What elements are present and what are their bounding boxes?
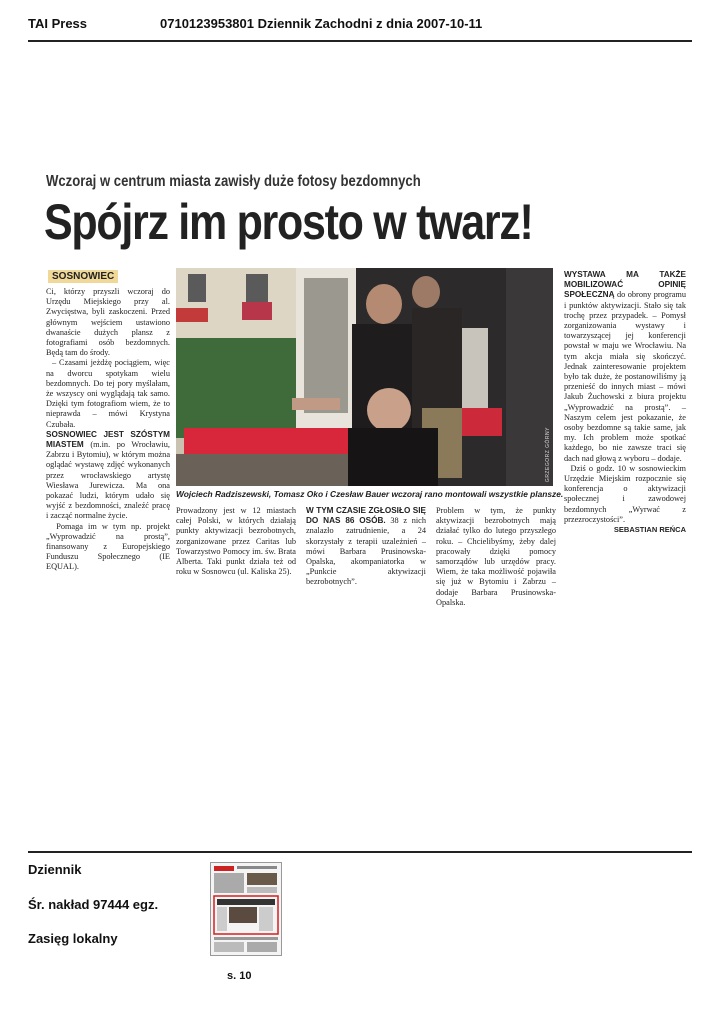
photo-caption: Wojciech Radziszewski, Tomasz Oko i Czesław Bauer wczoraj rano montowali wszystkie plansze. <box>176 489 564 499</box>
page-number: s. 10 <box>227 970 252 982</box>
article-column-4 <box>436 506 556 607</box>
paragraph: Pomaga im w tym np. projekt „Wyprowadzić na prostą”, finansowany z Europejskiego Funduszu Społecznego (IE EQUAL). <box>46 521 170 572</box>
article-headline: Spójrz im prosto w twarz! <box>44 194 533 250</box>
article-column-2 <box>176 506 296 601</box>
page-thumbnail <box>210 862 282 956</box>
paragraph: – Czasami jeżdżę pociągiem, więc na dworcu spotykam wielu bezdomnych. Do tej pory myślałam, że wszyscy oni wyglądają tak samo. Dzięki tym fotografiom wiem, że to nieprawda – mówi Krystyna Czubała. <box>46 358 170 429</box>
page-thumbnail-image <box>211 863 281 955</box>
paragraph: Problem w tym, że punkty aktywizacji bezrobotnych mają działać tylko do lutego przyszłego roku. – Chcielibyśmy, żeby dalej pracowały dzięki pomocy samorządów lub urzędów pracy. Wiem, że taka możliwość pojawiła się już w Bytomiu i Zabrzu – dodaje Barbara Prusinowska-Opalska. <box>436 506 556 607</box>
header-divider <box>28 40 692 42</box>
paragraph: Prowadzony jest w 12 miastach całej Polski, w których działają punkty aktywizacji bezrobotnych, zorganizowane przez Caritas lub Towarzystwo Pomocy im. św. Brata Alberta. Taki punkt działa też od roku w Sosnowcu (ul. Kaliska 25). <box>176 506 296 577</box>
article-kicker: Wczoraj w centrum miasta zawisły duże fotosy bezdomnych <box>46 173 421 190</box>
paragraph: (m.in. po Wrocławiu, Zabrzu i Bytomiu), w którym można oglądać wystawę zdjęć wykonanych przez wrocławskiego artystę Wiesława Jurewicza. Ma ona pokazać ludzi, którym udało się wyjść z bezdomności, znaleźć pracę i zacząć normalne życie. <box>46 440 170 521</box>
photo-illustration <box>176 268 553 486</box>
clipping-reference: 0710123953801 Dziennik Zachodni z dnia 2007-10-11 <box>160 16 483 31</box>
article-column-5 <box>564 270 686 600</box>
article-column-3 <box>306 506 426 601</box>
paragraph: 38 z nich znalazło zatrudnienie, a 24 skorzystały z terapii uzależnień – mówi Barbara Prusinowska-Opalska, akompaniatorka w „Punkcie aktywizacji bezrobotnych”. <box>306 516 426 587</box>
circulation-info: Śr. nakład 97444 egz. <box>28 897 159 912</box>
paragraph: Ci, którzy przyszli wczoraj do Urzędu Miejskiego przy al. Zwycięstwa, byli zaskoczeni. Przed głównym wejściem ustawiono dwanaście dużych plansz z fotografiami osób bezdomnych. Będą tam do środy. <box>46 287 170 358</box>
publication-name: Dziennik <box>28 862 82 877</box>
paragraph: do obrony programu i punktów aktywizacji. Stało się tak trochę przez przypadek. – Pomysł zorganizowania wystawy i towarzyszącej jej konferencji powstał w maju we Wrocławiu. Na tym akcja miała się skończyć. Jednak zainteresowanie projektem było tak duże, że postanowiliśmy ją przenieść do innych miast – mówi Jakub Żuchowski z biura projektu „Wyprowadzić na prostą”. – Naszym celem jest pokazanie, że osoby bezdomne są takie same, jak my. Ich problem może spotkać każdego, bo nie zawsze traci się dach nad głową z wyboru – dodaje. <box>564 290 686 463</box>
article-column-1 <box>46 287 170 597</box>
photo-credit: GRZEGORZ GÓRNY <box>545 426 551 482</box>
agency-name: TAI Press <box>28 16 88 31</box>
author-signature: SEBASTIAN REŃCA <box>613 525 686 535</box>
footer-divider <box>28 851 692 853</box>
paragraph-lead: W TYM CZASIE ZGŁOSIŁO SIĘ DO NAS 86 OSÓB. <box>306 506 426 526</box>
reach-info: Zasięg lokalny <box>28 931 118 946</box>
paragraph: Dziś o godz. 10 w sosnowieckim Urzędzie Miejskim rozpocznie się konferencja o aktywizacji społecznej i zawodowej bezdomnych „Wyrwać z przezroczystości”. <box>564 463 686 524</box>
paragraph-lead: SOSNOWIEC JEST SZÓSTYM MIASTEM <box>46 429 170 450</box>
article-photo <box>176 268 553 486</box>
newspaper-clipping <box>40 165 700 605</box>
section-tag: SOSNOWIEC <box>48 270 118 283</box>
paragraph-lead: WYSTAWA MA TAKŻE MOBILIZOWAĆ OPINIĘ SPOŁECZNĄ <box>564 270 686 300</box>
